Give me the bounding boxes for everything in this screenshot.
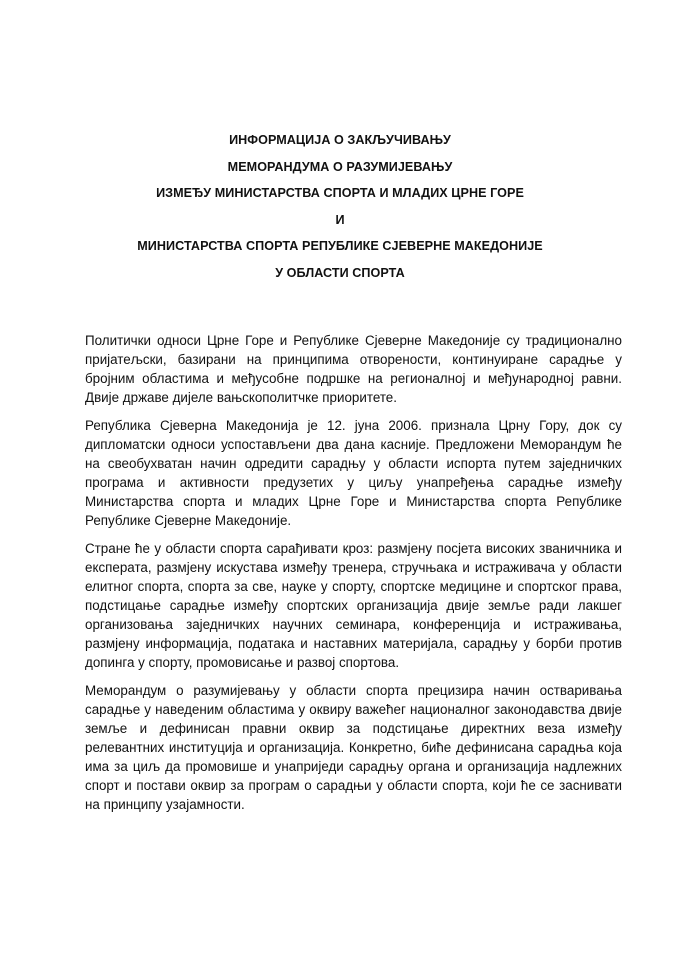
- paragraph-diplomatic-recognition: Република Сјеверна Македонија је 12. јуна 2006. признала Црну Гору, док су дипломатски односи успостављени два дана касније. Предложени Меморандум ће на свеобухватан начин одредити сарадњу у области испорта путем заједничких програма и активности предузетих у циљу унапређења сарадње између Министарства спорта и младих Црне Горе и Министарства спорта Републике Републике Сјеверне Македоније.: [85, 418, 622, 528]
- document-title: [60, 127, 620, 287]
- paragraph-memorandum-scope: Меморандум о разумијевању у области спорта прецизира начин остваривања сарадње у наведеним областима у оквиру важећег националног законодавства двије земље и дефинисан правни оквир за подстицање директних веза између релевантних институција и организација. Конкретно, биће дефинисана сарадња која има за циљ да промовише и унаприједи сарадњу органа и организација надлежних спорт и постави оквир за програм о сарадњи у области спорта, који ће се заснивати на принципу узајамности.: [85, 683, 622, 812]
- document-body: [85, 331, 622, 823]
- title-line-4: И: [335, 212, 345, 227]
- title-line-3: ИЗМЕЂУ МИНИСТАРСТВА СПОРТА И МЛАДИХ ЦРНЕ ГОРЕ: [156, 186, 524, 201]
- title-line-2: МЕМОРАНДУМА О РАЗУМИЈЕВАЊУ: [227, 159, 453, 174]
- title-line-1: ИНФОРМАЦИЈА О ЗАКЉУЧИВАЊУ: [229, 133, 451, 147]
- title-line-6: У ОБЛАСТИ СПОРТА: [275, 265, 405, 280]
- title-line-5: МИНИСТАРСТВА СПОРТА РЕПУБЛИКЕ СЈЕВЕРНЕ МАКЕДОНИЈЕ: [137, 239, 543, 254]
- paragraph-cooperation-areas: Стране ће у области спорта сарађивати кроз: размјену посјета високих званичника и експерата, размјену искустава између тренера, стручњака и истраживача у области елитног спорта, спорта за све, науке у спорту, спортске медицине и спортског права, подстицање сарадње између спортских организација двије земље ради лакшег организовања заједничких научних семинара, конференција и истраживања, размјену информација, података и наставних материјала, сарадњу у борби против допинга у спорту, промовисање и развој спортова.: [85, 541, 622, 670]
- paragraph-political-relations: Политички односи Црне Горе и Републике Сјеверне Македоније су традиционално пријатељски, базирани на принципима отворености, континуиране сарадње у бројним областима и међусобне подршке на регионалној и међународној равни. Двије државе дијеле вањскополитчке приоритете.: [85, 333, 622, 405]
